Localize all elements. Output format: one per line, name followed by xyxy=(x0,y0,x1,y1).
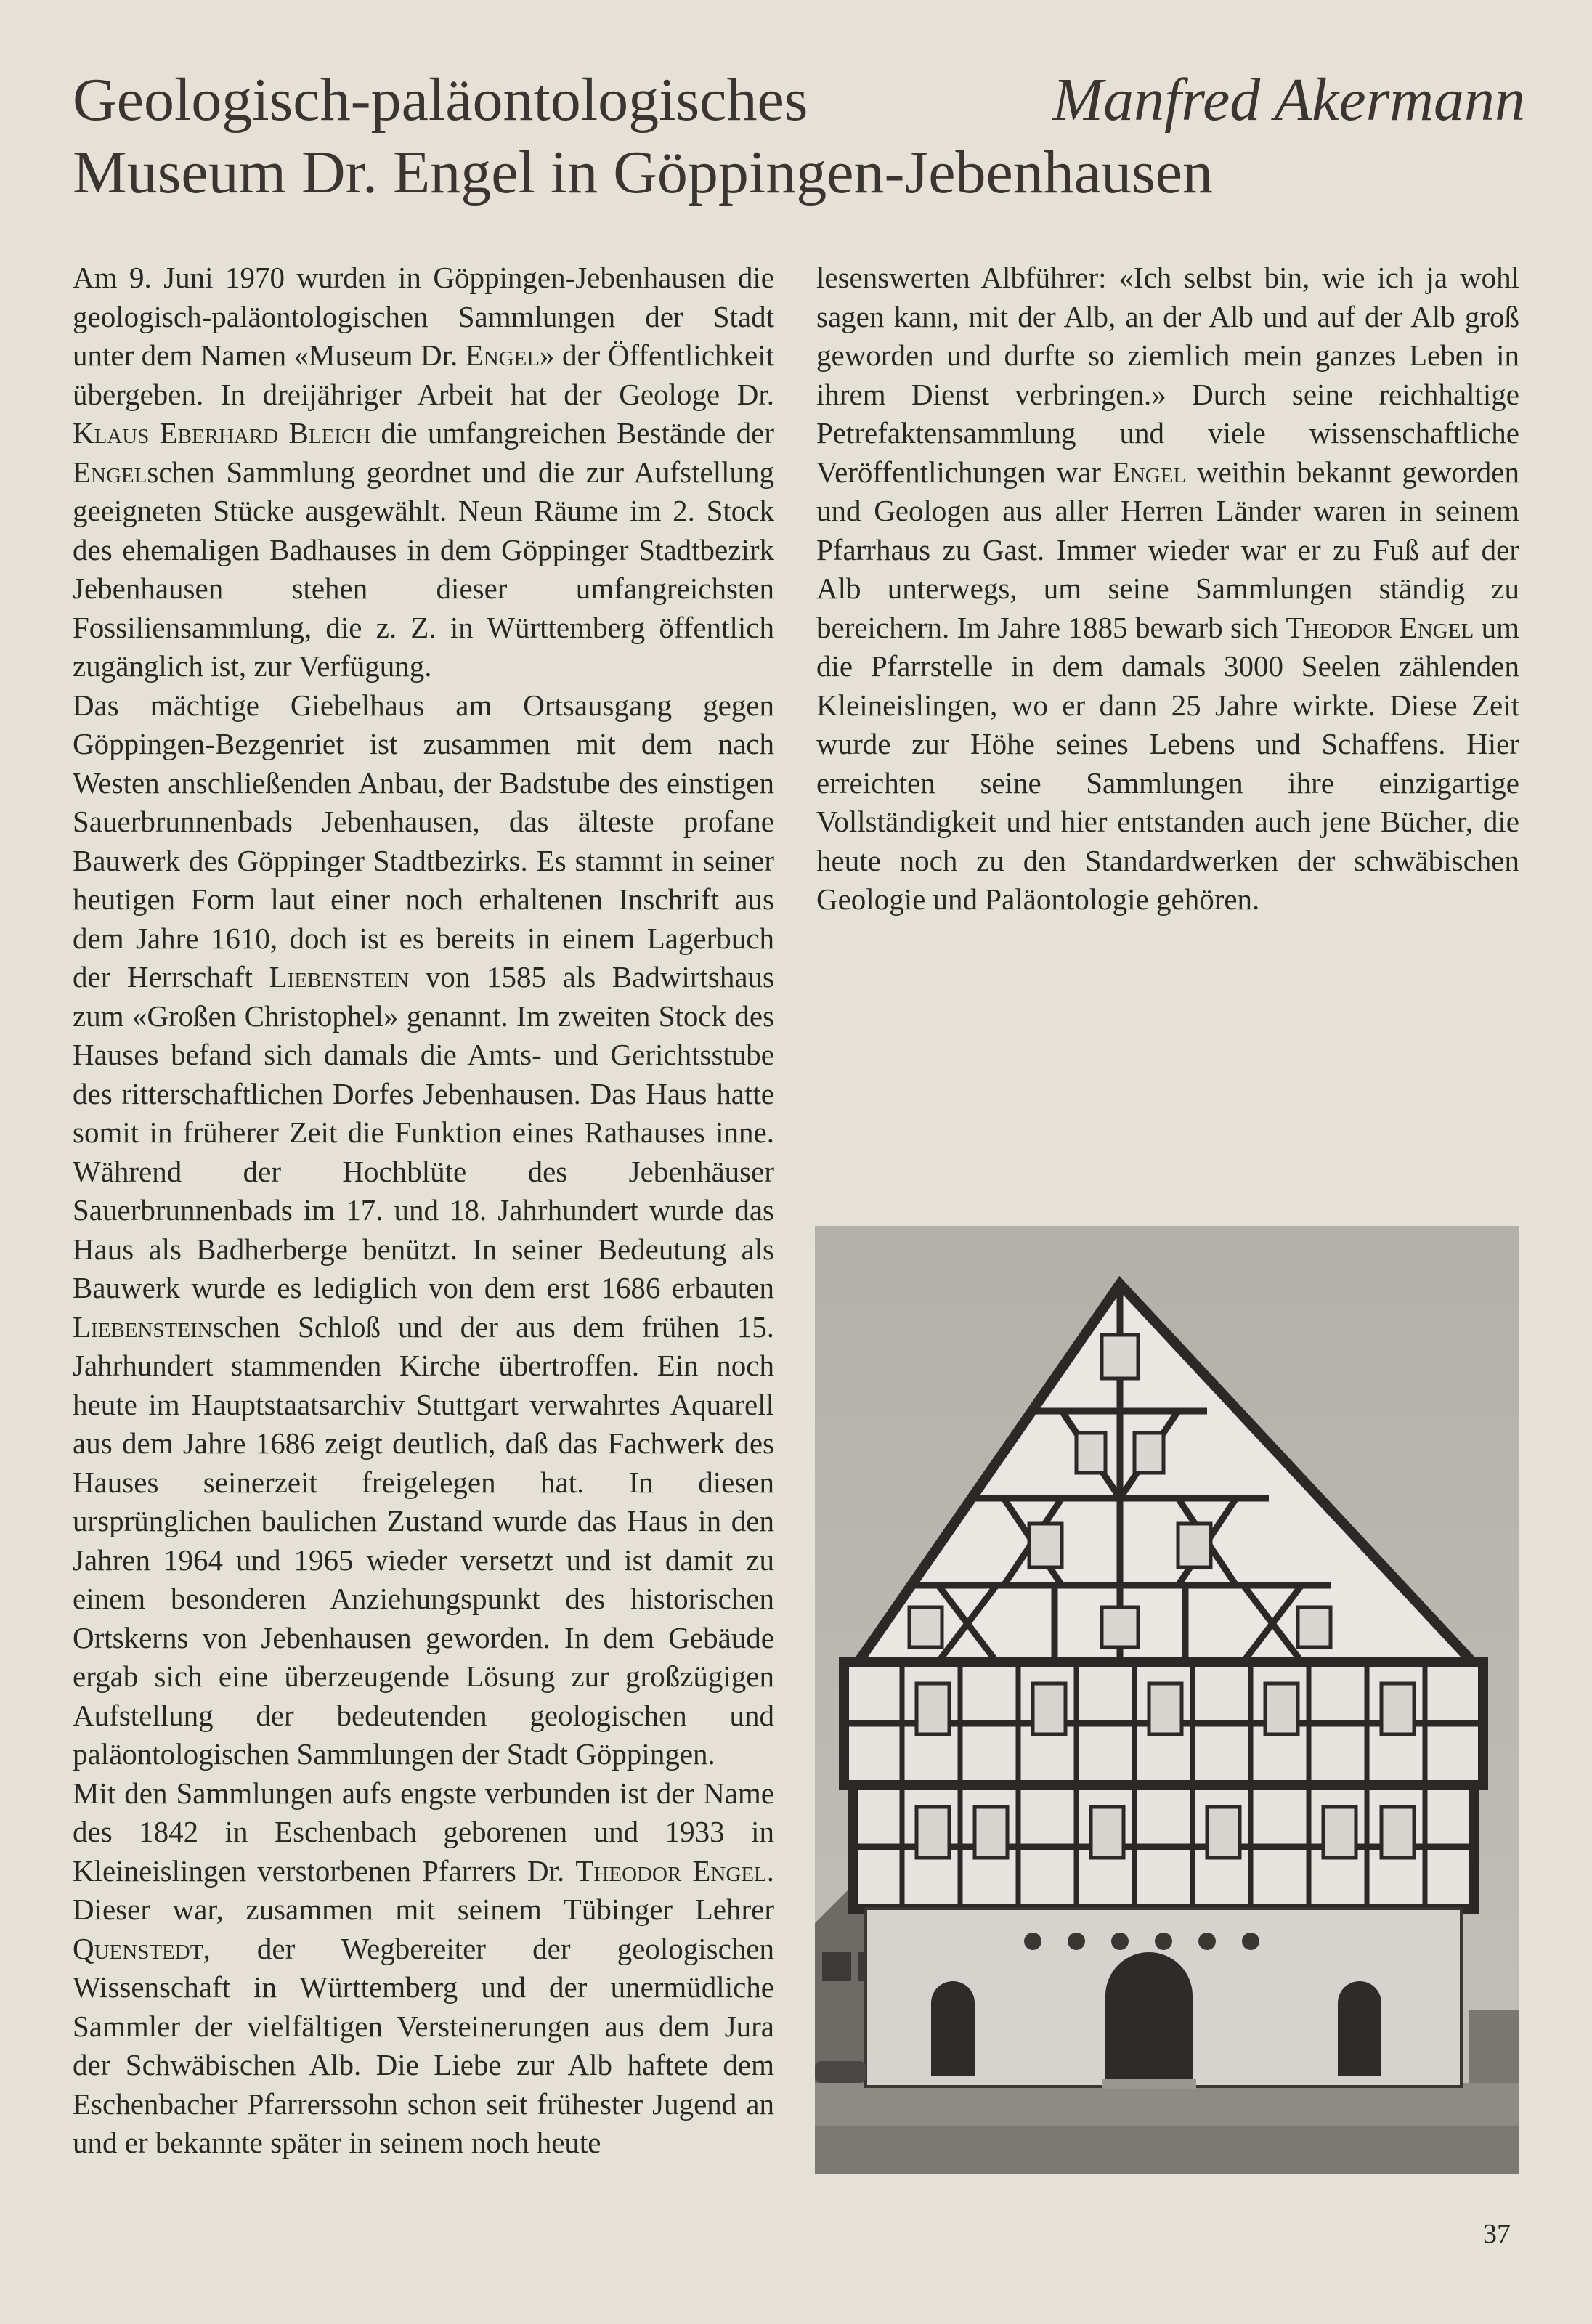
text-column-left xyxy=(73,259,774,2176)
text-run: schen Sammlung geordnet und die zur Aufstellung geeigneten Stücke ausgewählt. Neun Räume im 2. Stock des ehemaligen Badhauses in dem Göppinger Stadtbezirk Jebenhausen stehen dieser umfangreichsten Fossiliensammlung, die z. Z. in Württemberg öffentlich zugänglich ist, zur Verfügung. xyxy=(73,455,774,683)
text-run: von 1585 als Badwirtshaus zum «Großen Christophel» genannt. Im zweiten Stock des Hauses befand sich damals die Amts- und Gerichtsstube des ritterschaftlichen Dorfes Jebenhausen. Das Haus hatte somit in früherer Zeit die Funktion eines Rathauses inne. Während der Hochblüte des Jebenhäuser Sauerbrunnenbads im 17. und 18. Jahrhundert wurde das Haus als Badherberge benützt. In seiner Bedeutung als Bauwerk wurde es lediglich von dem erst 1686 erbauten xyxy=(73,960,774,1304)
text-run: Am 9. Juni 1970 wurden in Göppingen-Jebenhausen die geologisch-paläontologischen Sammlungen der Stadt unter dem Namen «Museum Dr. xyxy=(73,261,774,372)
name-smallcaps: Quenstedt xyxy=(73,1931,203,1965)
text-run: schen Schloß und der aus dem frühen 15. Jahrhundert stammenden Kirche übertroffen. Ein noch heute im Hauptstaatsarchiv Stuttgart verwahrtes Aquarell aus dem Jahre 1686 zeigt deutlich, daß das Fachwerk des Hauses seinerzeit freigelegen hat. In diesen ursprünglichen baulichen Zustand wurde das Haus in den Jahren 1964 und 1965 wieder versetzt und ist damit zu einem besonderen Anziehungspunkt des historischen Ortskerns von Jebenhausen geworden. In dem Gebäude ergab sich eine überzeugende Lösung zur großzügigen Aufstellung der bedeutenden geologischen und paläontologischen Sammlungen der Stadt Göppingen. xyxy=(73,1309,774,1771)
paragraph-1 xyxy=(73,259,774,686)
paragraph-3 xyxy=(73,1774,774,2163)
text-run: Mit den Sammlungen aufs engste verbunden ist der Name des 1842 in Eschenbach geborenen und 1933 in Kleineislingen verstorbenen Pfarrers Dr. xyxy=(73,1776,774,1888)
name-smallcaps: Theodor Engel xyxy=(1286,610,1474,644)
name-smallcaps: Klaus Eberhard Bleich xyxy=(73,416,371,450)
text-run: Das mächtige Giebelhaus am Ortsausgang gegen Göppingen-Bezgenriet ist zusammen mit dem nach Westen anschließenden Anbau, der Badstube des einstigen Sauerbrunnenbads Jebenhausen, das älteste profane Bauwerk des Göppinger Stadtbezirks. Es stammt in seiner heutigen Form laut einer noch erhaltenen Inschrift aus dem Jahre 1610, doch ist es bereits in einem Lagerbuch der Herrschaft xyxy=(73,688,774,994)
title-line-2: Museum Dr. Engel in Göppingen-Jebenhausen xyxy=(73,139,1214,206)
text-run: die umfangreichen Bestände der xyxy=(370,416,774,450)
paragraph-2 xyxy=(73,686,774,1774)
text-run: , der Wegbereiter der geologischen Wissenschaft in Württemberg und der unermüdliche Sammler der vielfältigen Versteinerungen aus dem Jura der Schwäbischen Alb. Die Liebe zur Alb haftete dem Eschenbacher Pfarrerssohn schon seit frühester Jugend an und er bekannte später in seinem noch heute xyxy=(73,1931,774,2159)
name-smallcaps: Liebenstein xyxy=(269,960,410,994)
half-timbered-house-image xyxy=(815,1226,1519,2174)
name-smallcaps: Theodor Engel xyxy=(575,1853,767,1888)
text-run: weithin bekannt geworden und Geologen aus aller Herren Länder waren in seinem Pfarrhaus zu Gast. Immer wieder war er zu Fuß auf der Alb unterwegs, um seine Sammlungen ständig zu bereichern. Im Jahre 1885 bewarb sich xyxy=(816,455,1519,644)
author-name: Manfred Akermann xyxy=(1052,66,1525,134)
building-photo xyxy=(815,1226,1519,2174)
text-run: um die Pfarrstelle in dem damals 3000 Seelen zählenden Kleineislingen, wo er dann 25 Jahre wirkte. Diese Zeit wurde zur Höhe seines Lebens und Schaffens. Hier erreichten seine Sammlungen ihre einzigartige Vollständigkeit und hier entstanden auch jene Bücher, die heute noch zu den Standardwerken der schwäbischen Geologie und Paläontologie gehören. xyxy=(816,610,1519,916)
name-smallcaps: Engel xyxy=(465,338,540,372)
text-run: . Dieser war, zusammen mit seinem Tübinger Lehrer xyxy=(73,1853,774,1926)
paragraph-3-continued xyxy=(816,259,1519,919)
name-smallcaps: Engel xyxy=(1111,455,1187,489)
text-column-right xyxy=(816,259,1519,1203)
name-smallcaps: Engel xyxy=(73,455,147,489)
text-run: » der Öffentlichkeit übergeben. In dreijähriger Arbeit hat der Geologe Dr. xyxy=(73,338,774,411)
article-title xyxy=(73,64,1213,209)
page-number: 37 xyxy=(1483,2219,1511,2249)
text-run: lesenswerten Albführer: «Ich selbst bin, wie ich ja wohl sagen kann, mit der Alb, an der Alb und auf der Alb groß geworden und durfte so ziemlich mein ganzes Leben in ihrem Dienst verbringen.» Durch seine reichhaltige Petrefaktensammlung und viele wissenschaftliche Veröffentlichungen war xyxy=(816,261,1519,489)
title-line-1: Geologisch-paläontologisches xyxy=(73,66,808,134)
name-smallcaps: Liebenstein xyxy=(73,1309,213,1344)
